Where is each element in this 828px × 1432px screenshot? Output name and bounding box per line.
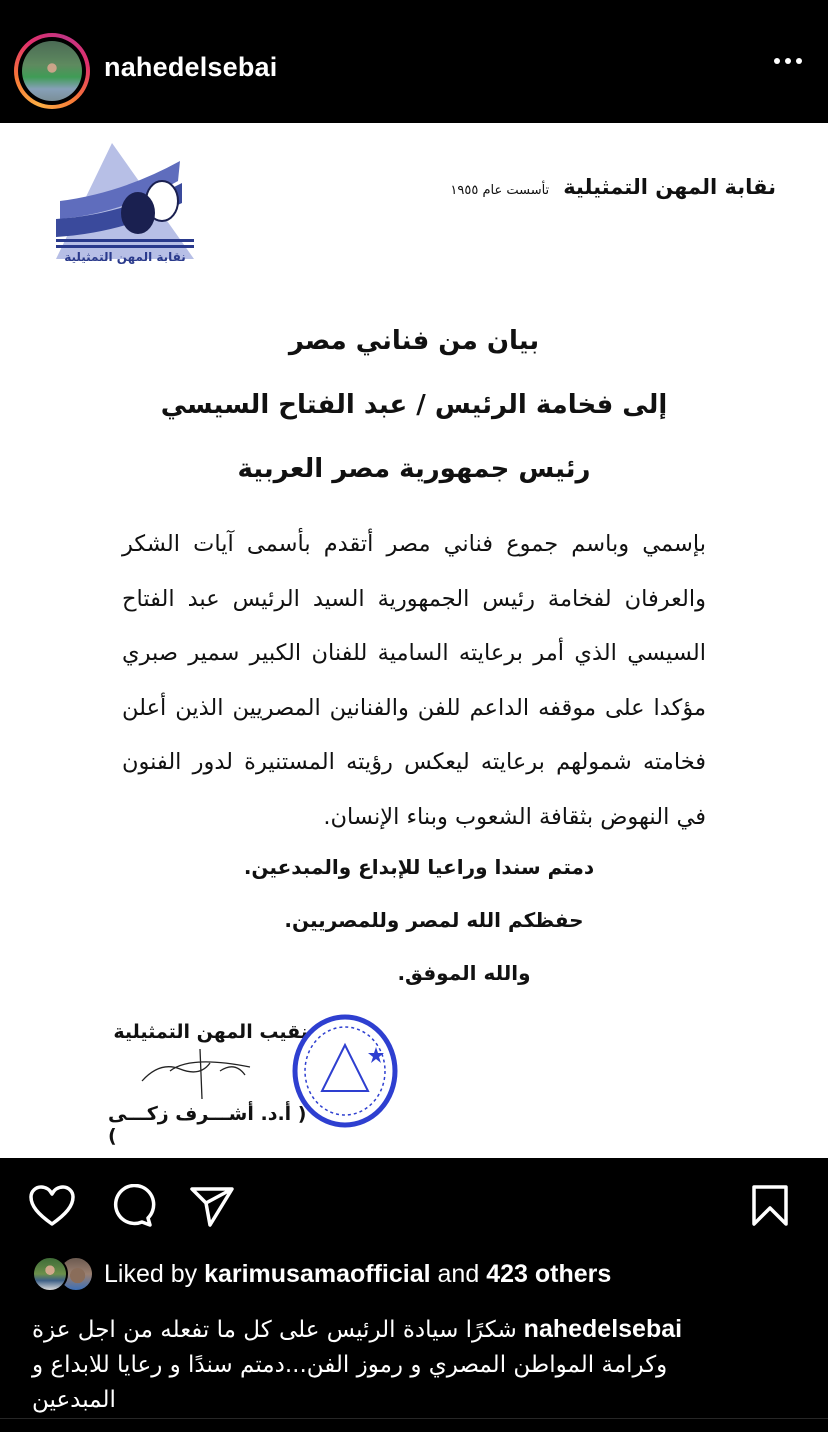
likes-summary[interactable] — [32, 1256, 611, 1292]
comment-icon[interactable] — [108, 1184, 156, 1228]
caption-text: شكرًا سيادة الرئيس على كل ما تفعله من اجل عزة وكرامة المواطن المصري و رموز الفن...دمتم سندًا و رعايا للابداع و المبدعين — [32, 1317, 668, 1413]
dot — [785, 58, 791, 64]
official-stamp-icon — [290, 1013, 400, 1129]
caption-username[interactable]: nahedelsebai — [523, 1315, 683, 1343]
profile-photo — [22, 41, 82, 101]
post-image[interactable] — [0, 123, 828, 1158]
more-options-icon[interactable] — [774, 58, 802, 64]
likes-others-count[interactable]: 423 others — [486, 1259, 612, 1288]
signatory-name: ( أ.د. أشـــرف زكـــى ) — [108, 1103, 307, 1147]
letter-titles — [0, 309, 828, 501]
logo-text: نقابة المهن التمثيلية — [64, 250, 186, 264]
liker-avatar[interactable] — [32, 1256, 68, 1292]
heart-icon[interactable] — [28, 1184, 76, 1228]
post-header — [0, 0, 828, 123]
liker-username[interactable]: karimusamaofficial — [204, 1259, 431, 1288]
post-caption — [32, 1312, 752, 1417]
likes-text — [104, 1260, 611, 1289]
letter-title: بيان من فناني مصر — [288, 326, 540, 356]
letter-body: بإسمي وباسم جموع فناني مصر أتقدم بأسمى آيات الشكر والعرفان لفخامة رئيس الجمهورية السيد الرئيس عبد الفتاح السيسي الذي أمر برعايته السامية للفنان الكبير سمير صبري مؤكدا على موقفه الداعم للفن والفنانين المصريين الذين أعلن فخامته شمولهم برعايته ليعكس رؤيته المستنيرة لدور الفنون في النهوض بثقافة الشعوب وبناء الإنسان. — [122, 531, 706, 830]
letterhead — [450, 175, 776, 199]
handwritten-signature-icon — [140, 1041, 270, 1101]
likes-middle: and — [437, 1259, 480, 1288]
post-username[interactable]: nahedelsebai — [104, 52, 278, 82]
dot — [796, 58, 802, 64]
divider — [0, 1418, 828, 1419]
bookmark-icon[interactable] — [748, 1184, 792, 1228]
letter-addressee: إلى فخامة الرئيس / عبد الفتاح السيسي — [160, 390, 668, 420]
org-name: نقابة المهن التمثيلية — [563, 175, 776, 199]
send-icon[interactable] — [188, 1184, 236, 1228]
dot — [774, 58, 780, 64]
closing-line: حفظكم الله لمصر وللمصريين. — [284, 908, 584, 932]
syndicate-logo-icon — [52, 141, 198, 265]
avatar-ring-gap — [18, 37, 86, 105]
signatory-title: نقيب المهن التمثيلية — [113, 1021, 308, 1043]
profile-avatar[interactable] — [14, 33, 90, 109]
letter-closing — [0, 841, 828, 1000]
closing-line: دمتم سندا وراعيا للإبداع والمبدعين. — [243, 855, 595, 879]
established-date: تأسست عام ١٩٥٥ — [450, 183, 550, 198]
likes-prefix: Liked by — [104, 1259, 198, 1288]
closing-line: والله الموفق. — [397, 961, 531, 985]
letter-addressee-role: رئيس جمهورية مصر العربية — [237, 454, 591, 484]
post-actions-bar — [0, 1158, 828, 1254]
